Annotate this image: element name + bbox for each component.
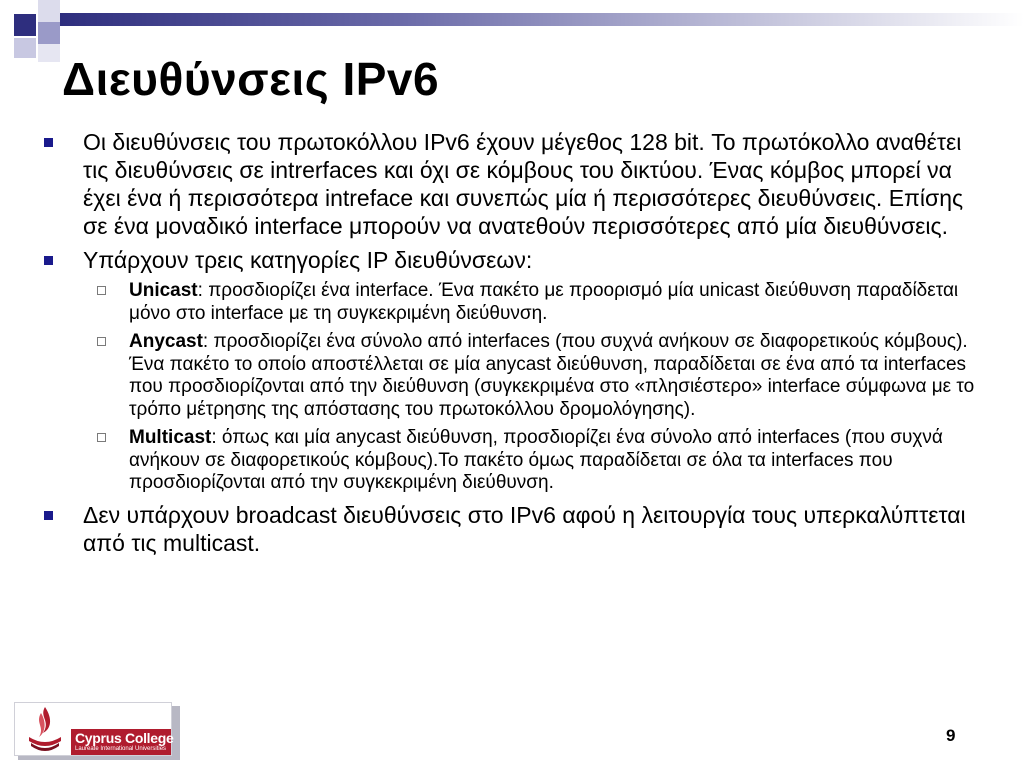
hollow-square-bullet-icon (97, 286, 106, 295)
logo-subtitle: Laureate International Universities (75, 746, 167, 752)
subbullet-term: Anycast (129, 331, 203, 352)
bullet-text: Οι διευθύνσεις του πρωτοκόλλου IPv6 έχουν μέγεθος 128 bit. Το πρωτόκολλο αναθέτει τις διευθύνσεις σε intrerfaces και όχι σε κόμβους του δικτύου. Ένας κόμβος μπορεί να έχει ένα ή περισσότερα intreface και συνεπώς μία ή περισσότερες διευθύνσεις. Επίσης σε ένα μοναδικό interface μπορούν να ανατεθούν περισσότερες από μία διευθύνσεις. (83, 129, 964, 239)
header-gradient-bar (60, 13, 1024, 26)
square-bullet-icon (44, 138, 53, 147)
subbullet-item (0, 331, 1024, 421)
logo-name: Cyprus College (75, 730, 174, 746)
subbullet-text: : προσδιορίζει ένα σύνολο από interfaces (που συχνά ανήκουν σε διαφορετικούς κόμβους). Ένα πακέτο το οποίο αποστέλλεται σε μία anycast διεύθυνση, παραδίδεται σε ένα από τα interfaces που προσδιορίζονται από την διεύθυνση (συγκεκριμένα στο «πλησιέστερο» interface σύμφωνα με το τρόπο μέτρησης της απόστασης του πρωτοκόλλου δρομολόγησης). (129, 331, 975, 420)
subbullet-text: : όπως και μία anycast διεύθυνση, προσδιορίζει ένα σύνολο από interfaces (που συχνά ανήκουν σε διαφορετικούς κόμβους).Το πακέτο όμως παραδίδεται σε όλα τα interfaces που προσδιορίζονται από την συγκεκριμένη διεύθυνση. (129, 427, 943, 493)
subbullet-item (0, 427, 1024, 495)
square-bullet-icon (44, 511, 53, 520)
flame-emblem-icon (21, 703, 69, 757)
bullet-item (0, 246, 1024, 274)
bullet-item (0, 501, 1024, 557)
bullet-text: Υπάρχουν τρεις κατηγορίες IP διευθύνσεων: (83, 247, 533, 273)
subbullet-text: : προσδιορίζει ένα interface. Ένα πακέτο με προορισμό μία unicast διεύθυνση παραδίδεται μόνο στο interface με τη συγκεκριμένη διεύθυνση. (129, 280, 959, 324)
hollow-square-bullet-icon (97, 433, 106, 442)
cyprus-college-logo (14, 698, 180, 760)
bullet-text: Δεν υπάρχουν broadcast διευθύνσεις στο IPv6 αφού η λειτουργία τους υπερκαλύπτεται από τις multicast. (83, 501, 966, 556)
slide-title: Διευθύνσεις IPv6 (62, 53, 440, 105)
slide-content (0, 128, 1024, 563)
subbullet-item (0, 280, 1024, 325)
subbullet-term: Unicast (129, 280, 198, 301)
page-number: 9 (946, 726, 956, 745)
square-bullet-icon (44, 256, 53, 265)
bullet-item (0, 128, 1024, 240)
subbullet-term: Multicast (129, 427, 212, 448)
hollow-square-bullet-icon (97, 337, 106, 346)
